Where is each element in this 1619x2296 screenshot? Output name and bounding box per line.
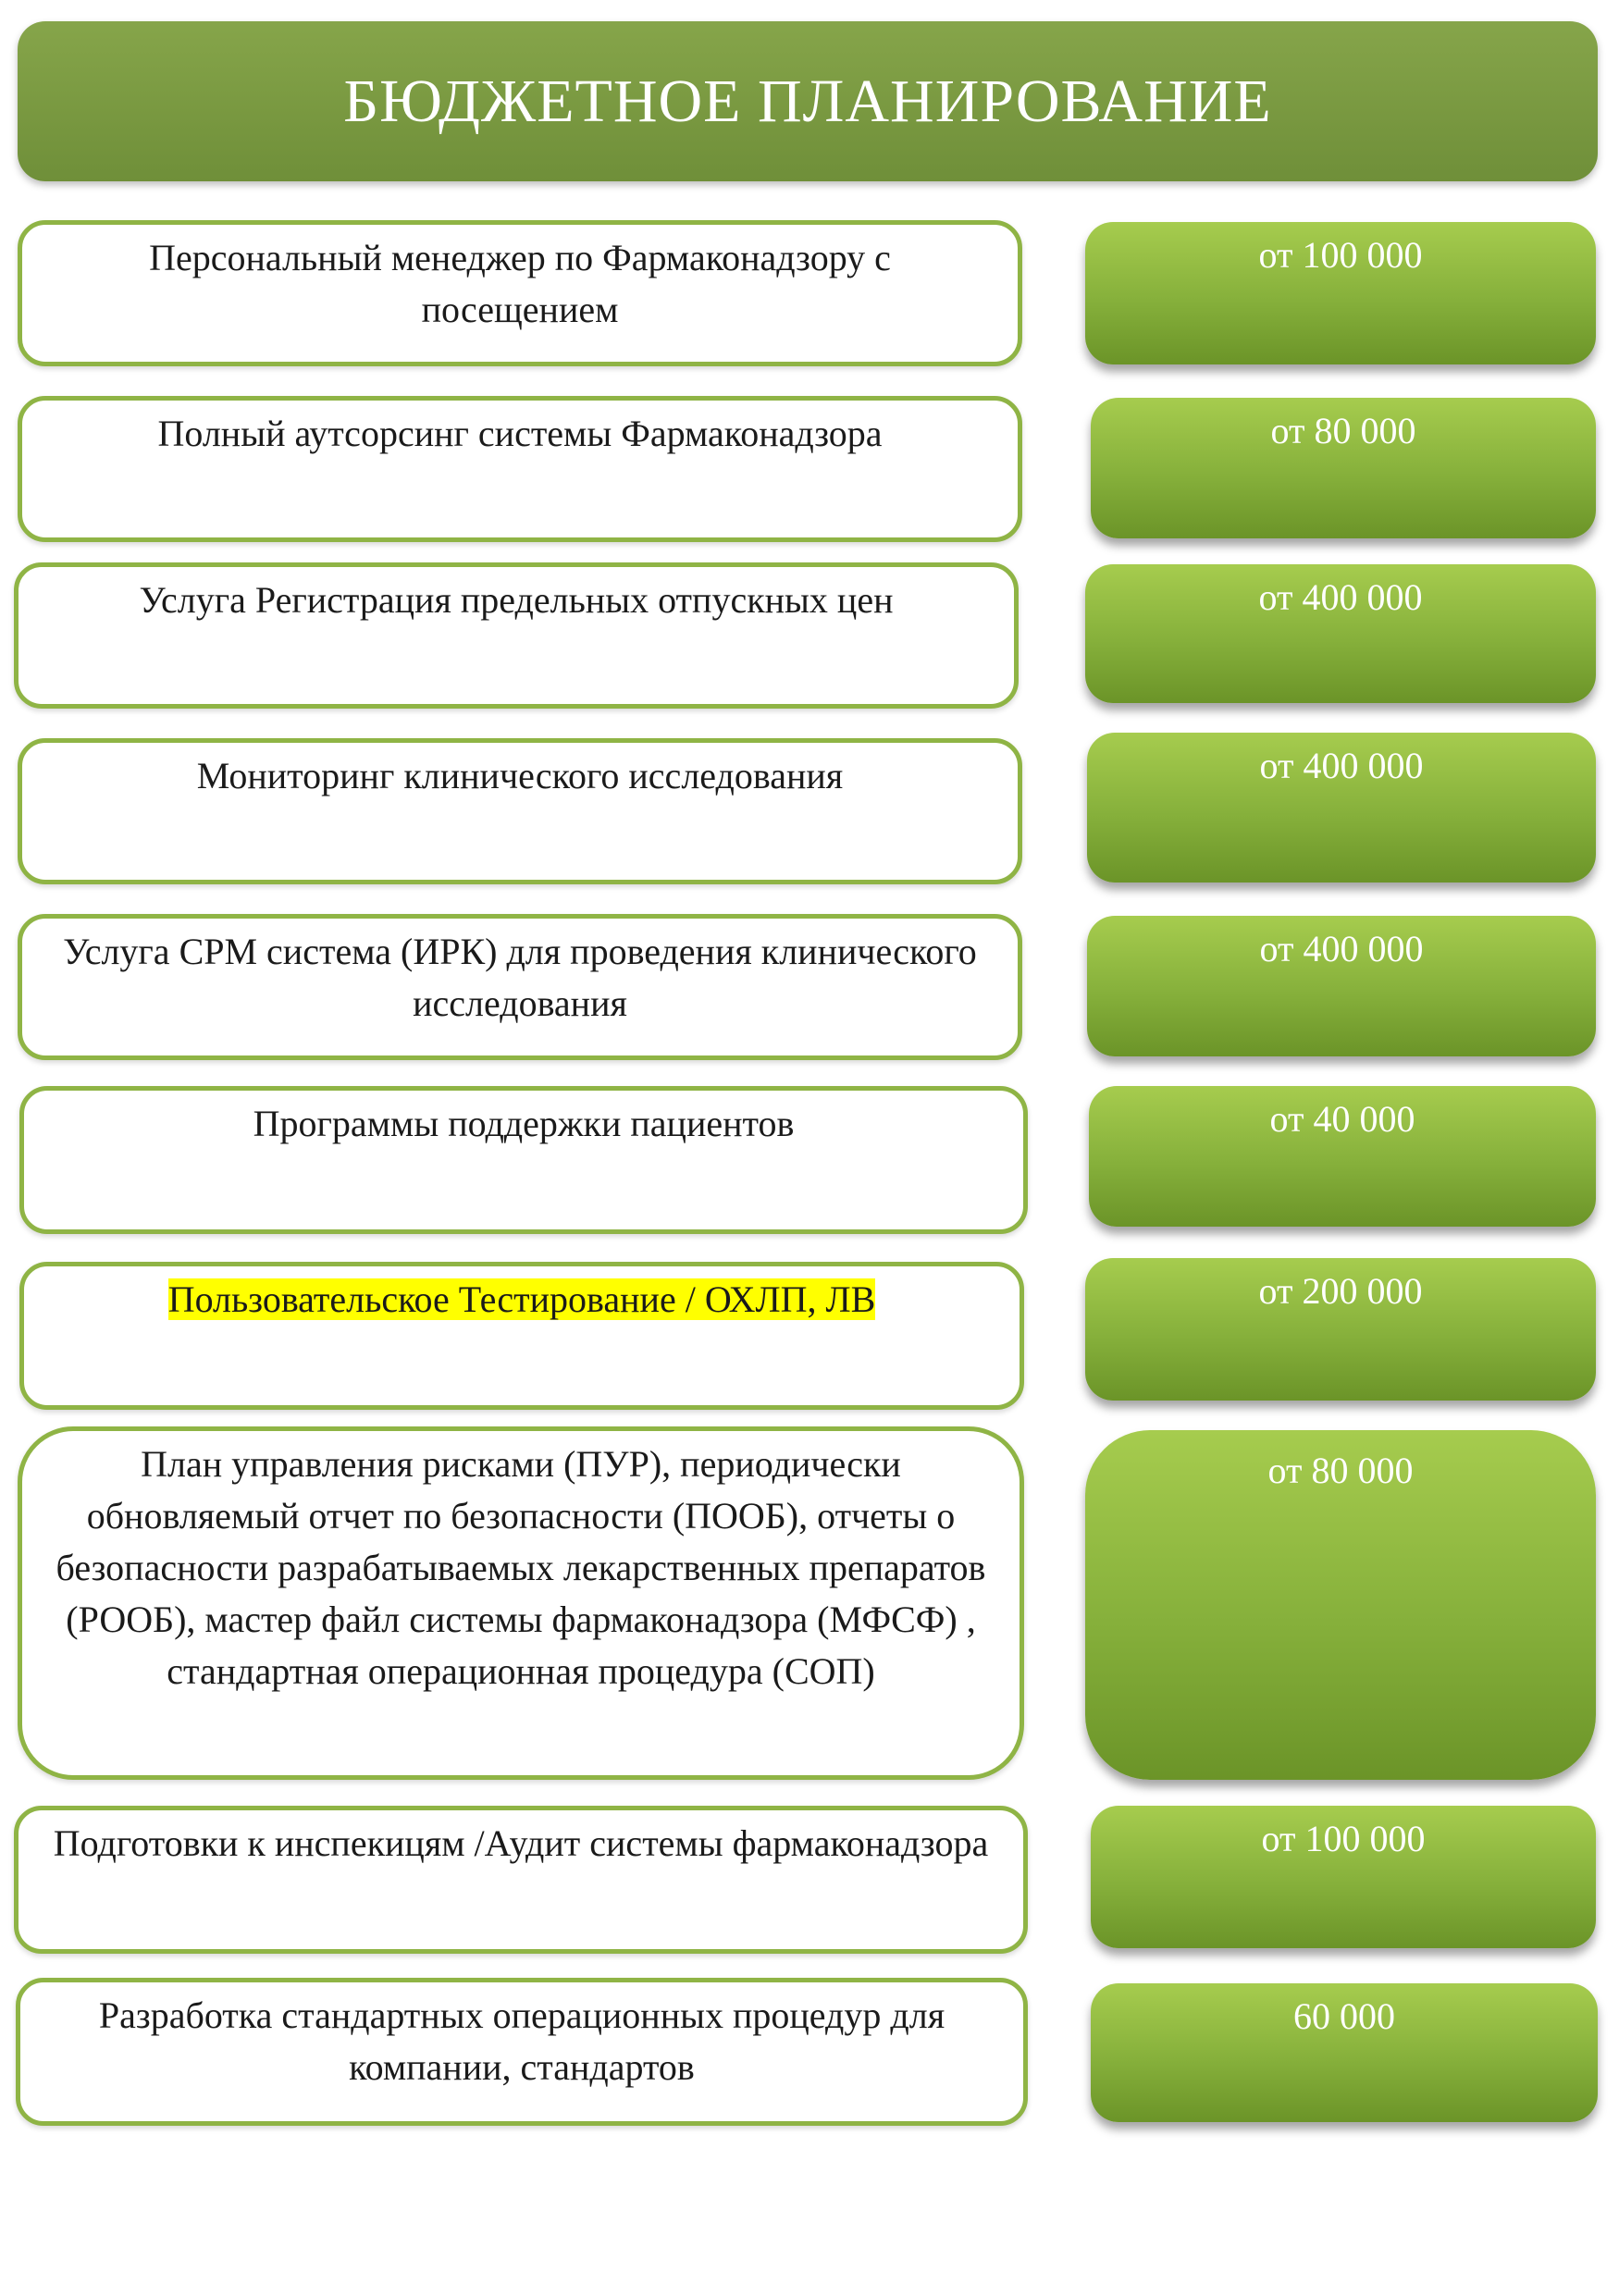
- service-name: Услуга Регистрация предельных отпускных цен: [139, 579, 894, 621]
- service-item: [18, 220, 1022, 366]
- price-value: 60 000: [1293, 1995, 1395, 2037]
- price-badge: [1085, 222, 1596, 364]
- service-item: [18, 396, 1022, 542]
- service-item: [16, 1978, 1028, 2126]
- price-value: от 80 000: [1267, 1450, 1414, 1491]
- price-value: от 40 000: [1269, 1098, 1415, 1140]
- price-badge: [1091, 1806, 1596, 1948]
- service-name: Услуга СРМ система (ИРК) для проведения клинического исследования: [63, 931, 977, 1024]
- price-value: от 100 000: [1258, 234, 1423, 276]
- service-item: [14, 562, 1019, 709]
- page-title: БЮДЖЕТНОЕ ПЛАНИРОВАНИЕ: [343, 67, 1272, 135]
- price-value: от 200 000: [1258, 1270, 1423, 1312]
- price-value: от 80 000: [1270, 410, 1416, 451]
- service-name: Разработка стандартных операционных процедур для компании, стандартов: [98, 1994, 945, 2088]
- service-name: Подготовки к инспекицям /Аудит системы фармаконадзора: [53, 1822, 989, 1864]
- service-name: Персональный менеджер по Фармаконадзору с посещением: [149, 237, 891, 330]
- service-name: Мониторинг клинического исследования: [196, 755, 844, 796]
- price-badge: [1091, 398, 1596, 538]
- price-badge: [1087, 916, 1596, 1056]
- service-item: [18, 738, 1022, 884]
- service-item: [19, 1262, 1024, 1410]
- price-badge: [1085, 1258, 1596, 1401]
- service-name-highlighted: Пользовательское Тестирование / ОХЛП, ЛВ: [167, 1278, 876, 1320]
- price-badge: [1085, 1430, 1596, 1780]
- price-badge: [1091, 1983, 1598, 2122]
- service-item: [14, 1806, 1028, 1954]
- price-badge: [1089, 1086, 1596, 1227]
- service-item: [18, 914, 1022, 1060]
- service-name: Полный аутсорсинг системы Фармаконадзора: [157, 413, 883, 454]
- service-item: [19, 1086, 1028, 1234]
- service-item: [18, 1426, 1024, 1780]
- service-name: Программы поддержки пациентов: [253, 1103, 795, 1144]
- service-name: План управления рисками (ПУР), периодически обновляемый отчет по безопасности (ПООБ), отчеты о безопасности разрабатываемых лекарственных препаратов (РООБ), мастер файл системы фармаконадзора (МФСФ) , стандартная операционная процедура (СОП): [56, 1443, 986, 1692]
- price-badge: [1085, 564, 1596, 703]
- price-badge: [1087, 733, 1596, 883]
- price-value: от 100 000: [1261, 1818, 1426, 1859]
- price-value: от 400 000: [1259, 928, 1424, 969]
- price-value: от 400 000: [1259, 745, 1424, 786]
- price-value: от 400 000: [1258, 576, 1423, 618]
- page-header: [18, 21, 1598, 181]
